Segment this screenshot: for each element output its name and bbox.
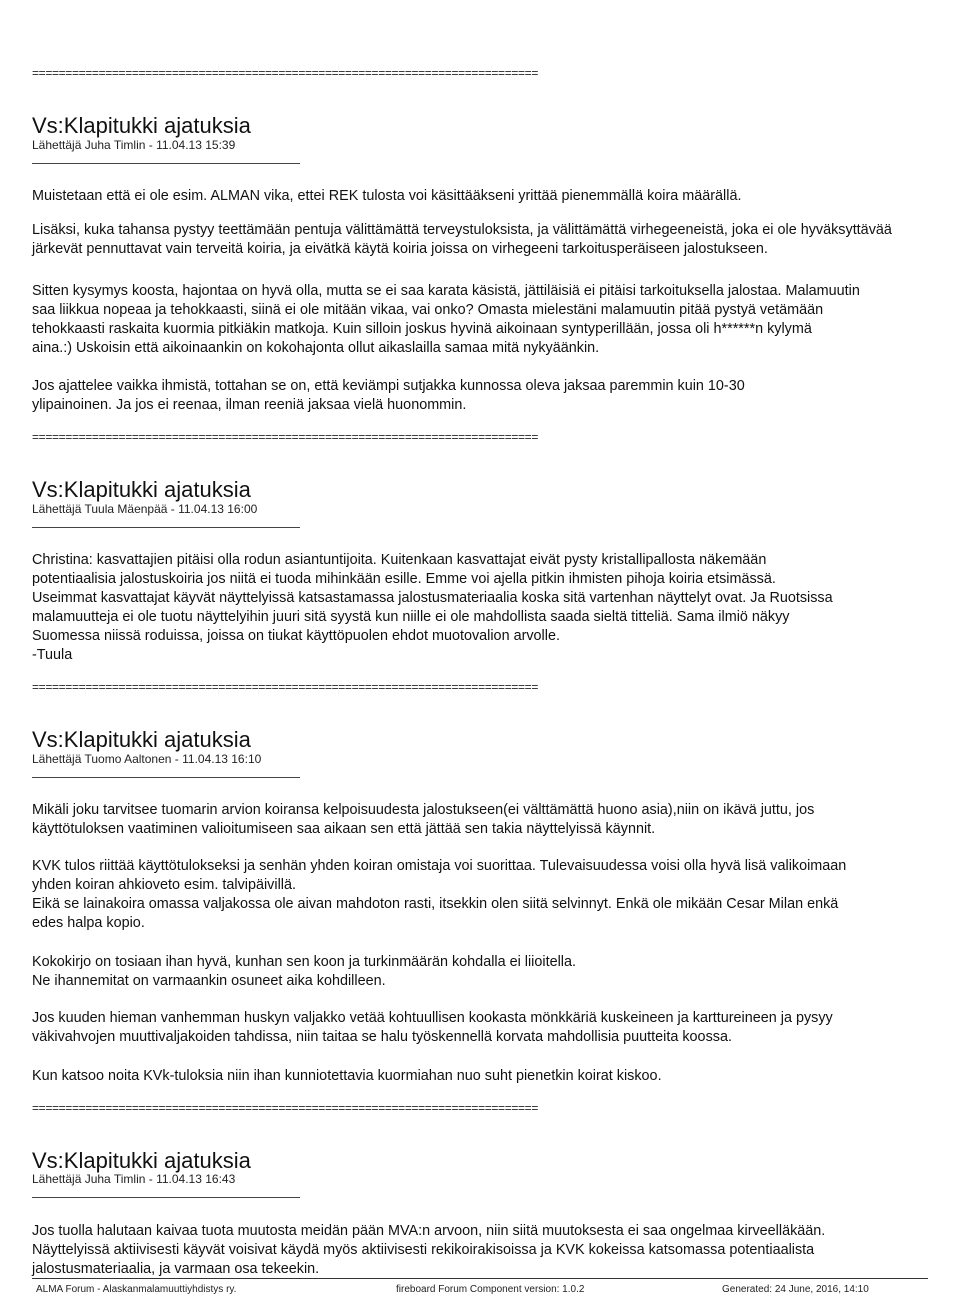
footer-site-name: ALMA Forum - Alaskanmalamuuttiyhdistys ry. [36,1284,237,1295]
post-text-line: Näyttelyissä aktiivisesti käyvät voisivat käydä myös aktiivisesti rekikoirakisoissa ja KVK kokeissa katsomassa potentiaalista [32,1242,815,1258]
separator-line: ============================================================================ [32,1101,538,1115]
post-text-line: Christina: kasvattajien pitäisi olla rodun asiantuntijoita. Kuitenkaan kasvattajat eivät pysty kristallipallosta näkemään [32,552,767,568]
post-text-line: Kokokirjo on tosiaan ihan hyvä, kunhan sen koon ja turkinmäärän kohdalla ei liioitella. [32,954,576,970]
meta-divider [32,163,300,164]
post-text-line: KVK tulos riittää käyttötulokseksi ja senhän yhden koiran omistaja voi suorittaa. Tulevaisuudessa voisi olla hyvä lisä valikoimaan [32,858,847,874]
post-text-line: Sitten kysymys koosta, hajontaa on hyvä olla, mutta se ei saa karata käsistä, jättiläisiä ei pitäisi tarkoituksella jalostaa. Malamuutin [32,283,860,299]
page-footer [32,1278,928,1298]
post-text-line: Muistetaan että ei ole esim. ALMAN vika, ettei REK tulosta voi käsittääkseni yrittää pienemmällä koira määrällä. [32,188,742,204]
post-text-line: yhden koiran ahkioveto esim. talvipäivillä. [32,877,296,893]
post-title: Vs:Klapitukki ajatuksia [32,1148,251,1173]
post-text-line: käyttötuloksen vaatiminen valioitumiseen saa aikaan sen että jättää sen takia näyttelyissä käynnit. [32,821,656,837]
post-text-line: Ne ihannemitat on varmaankin osuneet aika kohdilleen. [32,973,386,989]
post-text-line: väkivahvojen muuttivaljakoiden tahdissa, niin taitaa se halu työskennellä korvata mahdollisia puutteita koossa. [32,1029,732,1045]
separator-line: ============================================================================ [32,680,538,694]
meta-divider [32,777,300,778]
meta-divider [32,1197,300,1198]
separator-line: ============================================================================ [32,66,538,80]
footer-generated-date: Generated: 24 June, 2016, 14:10 [722,1284,869,1295]
post-meta: Lähettäjä Juha Timlin - 11.04.13 15:39 [32,138,236,152]
post-text-line: tehokkaasti raskaita kuormia pitkiäkin matkoja. Kuin silloin joskus hyvinä aikoinaan syntyperillään, jossa oli h******n kylymä [32,321,812,337]
post-text-line: malamuutteja ei ole tuotu näyttelyihin juuri sitä syystä kun niille ei ole mahdollista saada sieltä titteliä. Sama ilmiö näkyy [32,609,790,625]
post-text-line: potentiaalisia jalostuskoiria jos niitä ei tuoda mihinkään esille. Emme voi ajella pitkin ihmisten pihoja koiria etsimässä. [32,571,776,587]
post-text-line: Jos kuuden hieman vanhemman huskyn valjakko vetää kohtuullisen kookasta mönkkäriä kuskeineen ja karttureineen ja pysyy [32,1010,833,1026]
post-text-line: saa liikkua nopeaa ja tehokkaasti, siinä ei ole mitään vikaa, vai onko? Omasta mielestäni malamuutin pitää pystyä vetämään [32,302,824,318]
post-text-line: -Tuula [32,647,73,663]
post-text-line: Lisäksi, kuka tahansa pystyy teettämään pentuja välittämättä terveystuloksista, ja välittämättä virhegeeneistä, joka ei ole hyväksyttävää [32,222,892,238]
post-text-line: järkevät pennuttavat vain terveitä koiria, ja eivätkä käytä koiria joissa on virhegeeni tarkoitusperäiseen jalostukseen. [32,241,768,257]
post-text-line: edes halpa kopio. [32,915,145,931]
post-meta: Lähettäjä Juha Timlin - 11.04.13 16:43 [32,1172,236,1186]
post-text-line: jalostusmateriaalia, ja varmaan osa tekeekin. [32,1261,320,1277]
post-text-line: aina.:) Uskoisin että aikoinaankin on kokohajonta ollut aikaslailla samaa mitä nykyäänkin. [32,340,600,356]
post-meta: Lähettäjä Tuomo Aaltonen - 11.04.13 16:10 [32,752,262,766]
post-text-line: Useimmat kasvattajat käyvät näyttelyissä katsastamassa jalostusmateriaalia koska sitä vartenhan näyttelyt ovat. Ja Ruotsissa [32,590,833,606]
meta-divider [32,527,300,528]
post-text-line: Mikäli joku tarvitsee tuomarin arvion koiransa kelpoisuudesta jalostukseen(ei välttämättä huono asia),niin on ikävä juttu, jos [32,802,815,818]
post-text-line: Jos ajattelee vaikka ihmistä, tottahan se on, että keviämpi sutjakka kunnossa oleva jaksaa paremmin kuin 10-30 [32,378,745,394]
post-title: Vs:Klapitukki ajatuksia [32,477,251,502]
post-text-line: Suomessa niissä roduissa, joissa on tiukat käyttöpuolen ehdot muotovalion arvolle. [32,628,560,644]
post-text-line: Eikä se lainakoira omassa valjakossa ole aivan mahdoton rasti, itsekkin olen siitä selvinnyt. Enkä ole mikään Cesar Milan enkä [32,896,839,912]
post-title: Vs:Klapitukki ajatuksia [32,727,251,752]
post-meta: Lähettäjä Tuula Mäenpää - 11.04.13 16:00 [32,502,258,516]
post-text-line: Jos tuolla halutaan kaivaa tuota muutosta meidän pään MVA:n arvoon, niin siitä muutoksesta ei saa ongelmaa kirveelläkään. [32,1223,826,1239]
post-text-line: Kun katsoo noita KVk-tuloksia niin ihan kunniotettavia kuormiahan nuo suht pienetkin koirat kiskoo. [32,1068,662,1084]
separator-line: ============================================================================ [32,430,538,444]
footer-component-version: fireboard Forum Component version: 1.0.2 [396,1284,585,1295]
post-text-line: ylipainoinen. Ja jos ei reenaa, ilman reeniä jaksaa vielä huonommin. [32,397,467,413]
post-title: Vs:Klapitukki ajatuksia [32,113,251,138]
